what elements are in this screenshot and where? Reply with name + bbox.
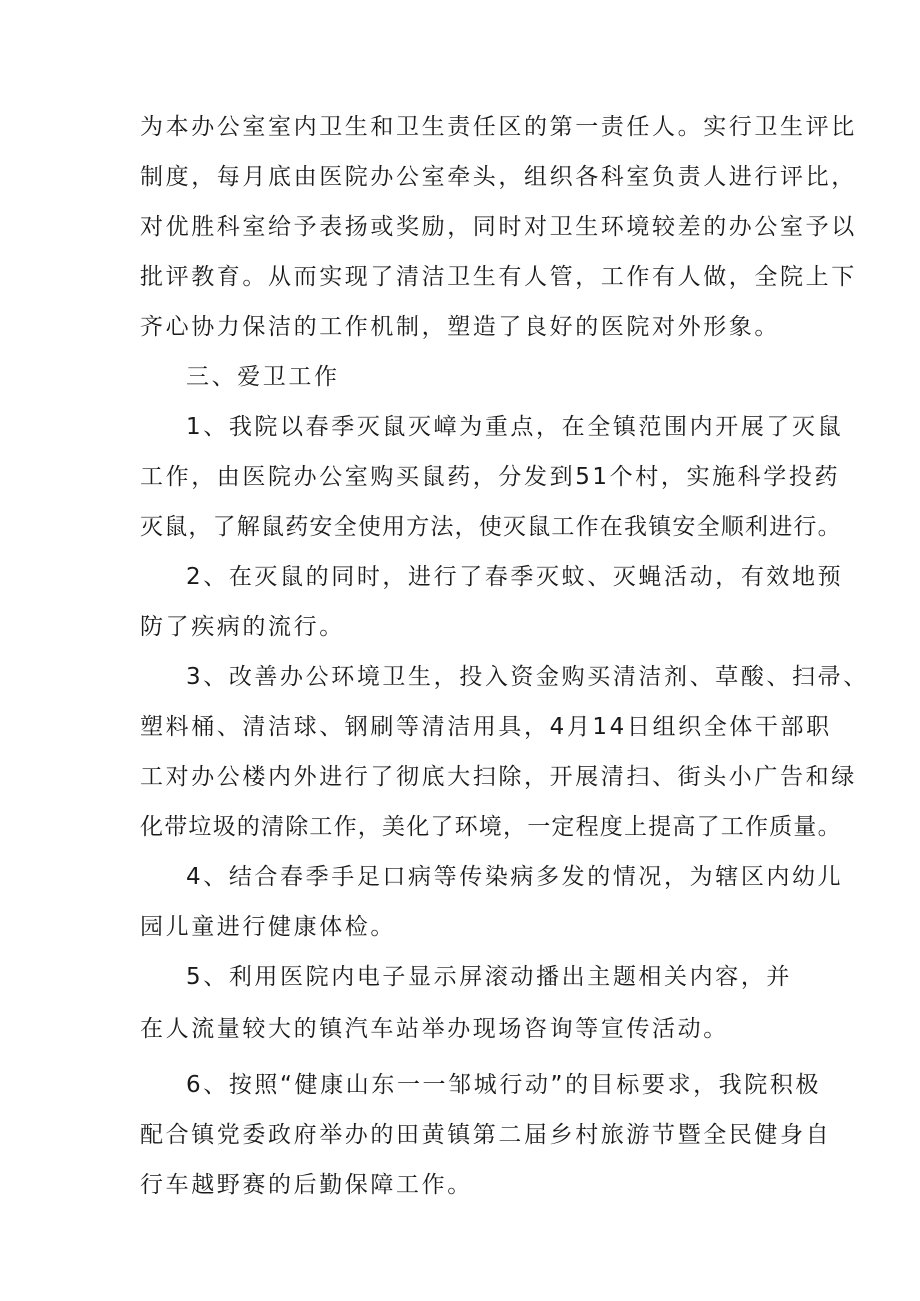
text-line: 工对办公楼内外进行了彻底大扫除，开展清扫、街头小广告和绿	[140, 764, 857, 790]
text-line: 5、利用医院内电子显示屏滚动播出主题相关内容，并	[186, 964, 793, 990]
text-line: 齐心协力保洁的工作机制，塑造了良好的医院对外形象。	[140, 314, 780, 340]
text-line: 对优胜科室给予表扬或奖励，同时对卫生环境较差的办公室予以	[140, 214, 857, 240]
text-line: 工作，由医院办公室购买鼠药，分发到51个村，实施科学投药	[140, 464, 841, 490]
text-line: 在人流量较大的镇汽车站举办现场咨询等宣传活动。	[140, 1016, 729, 1042]
text-line: 园儿童进行健康体检。	[140, 914, 396, 940]
text-line: 1、我院以春季灭鼠灭嶂为重点，在全镇范围内开展了灭鼠	[186, 414, 844, 440]
text-line: 行车越野赛的后勤保障工作。	[140, 1172, 473, 1198]
text-line: 配合镇党委政府举办的田黄镇第二届乡村旅游节暨全民健身自	[140, 1122, 832, 1148]
text-line: 4、结合春季手足口病等传染病多发的情况，为辖区内幼儿	[186, 864, 844, 890]
text-line: 化带垃圾的清除工作，美化了环境，一定程度上提高了工作质量。	[140, 814, 842, 840]
text-line: 为本办公室室内卫生和卫生责任区的第一责任人。实行卫生评比	[140, 114, 857, 140]
text-line: 批评教育。从而实现了清洁卫生有人管，工作有人做，全院上下	[140, 264, 857, 290]
text-line: 塑料桶、清洁球、钢刷等清洁用具，4月14日组织全体干部职	[140, 714, 832, 740]
text-line: 防了疾病的流行。	[140, 614, 345, 640]
section-heading: 三、爱卫工作	[186, 364, 340, 390]
text-line: 制度，每月底由医院办公室牵头，组织各科室负责人进行评比，	[140, 164, 857, 190]
text-line: 灭鼠，了解鼠药安全使用方法，使灭鼠工作在我镇安全顺利进行。	[140, 514, 842, 540]
text-line: 3、改善办公环境卫生，投入资金购买清洁剂、草酸、扫帚、	[186, 664, 869, 690]
text-line: 2、在灭鼠的同时，进行了春季灭蚊、灭蝇活动，有效地预	[186, 564, 844, 590]
text-line: 6、按照“健康山东一一邹城行动”的目标要求，我院积极	[186, 1072, 822, 1098]
